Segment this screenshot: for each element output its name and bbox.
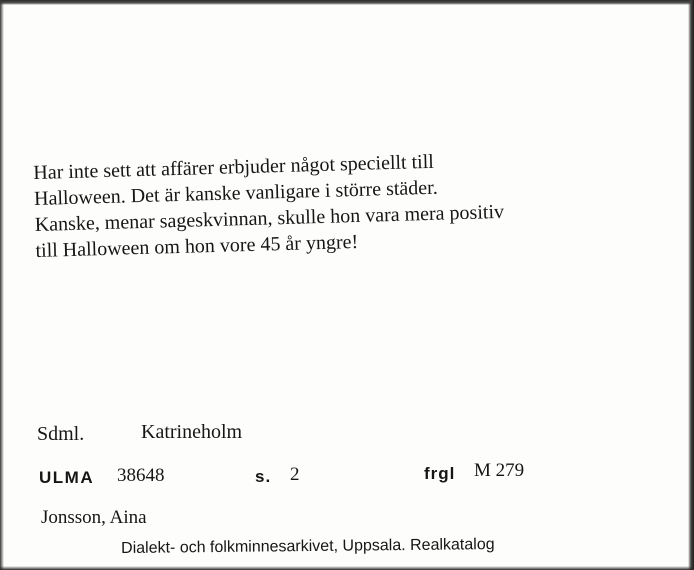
place-name: Katrineholm [141,421,243,443]
scan-edge-right [688,0,694,570]
archive-footer: Dialekt- och folkminnesarkivet, Uppsala. Realkatalog [121,536,495,557]
informant-name: Jonsson, Aina [41,507,147,528]
body-line: till Halloween om hon vore 45 år yngre! [35,230,359,262]
page-label: s. [255,467,272,486]
card-body-text [33,143,646,264]
archive-label: ULMA [39,468,95,487]
archive-number: 38648 [117,465,165,486]
question-code: M 279 [474,460,525,481]
scan-edge-bottom [0,566,694,570]
body-line: Har inte sett att affärer erbjuder något speciellt till [33,150,435,184]
scan-edge-left [0,0,4,570]
question-label: frgl [424,464,456,483]
page-number: 2 [290,464,300,485]
body-line: Halloween. Det är kanske vanligare i större städer. [33,176,438,210]
scan-edge-top [0,0,694,5]
body-line: Kanske, menar sageskvinnan, skulle hon vara mera positiv [34,200,505,236]
region-abbreviation: Sdml. [37,423,85,445]
